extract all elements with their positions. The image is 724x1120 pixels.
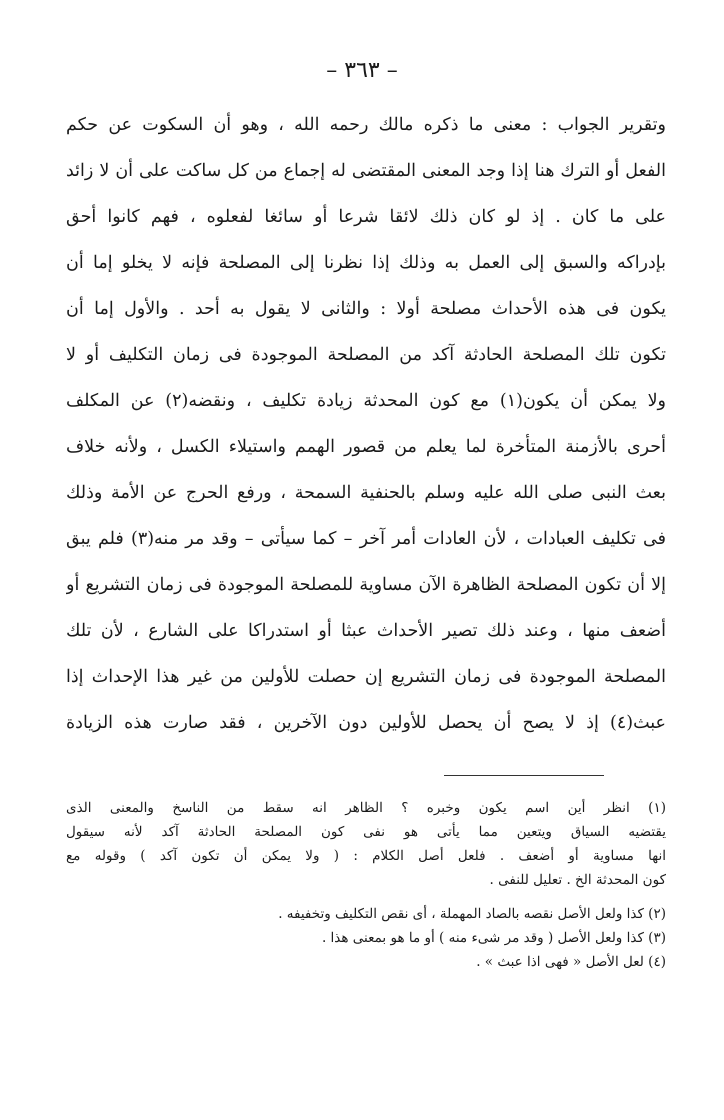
text-line: الفعل أو الترك هنا إذا وجد المعنى المقتضى له إجماع من كل ساكت على أن لا زائد: [66, 161, 666, 181]
footnote-1: [66, 796, 666, 892]
text-line: على ما كان . إذ لو كان ذلك لائقا شرعا أو سائغا لفعلوه ، فهم كانوا أحق: [66, 207, 666, 227]
footnote-line: (٣) كذا ولعل الأصل ( وقد مر شىء منه ) أو ما هو بمعنى هذا .: [321, 930, 666, 946]
footnote-3: [66, 926, 666, 950]
footnote-4: [66, 950, 666, 974]
text-line: أحرى بالأزمنة المتأخرة لما يعلم من قصور الهمم واستيلاء الكسل ، ولأنه خلاف: [66, 437, 666, 457]
footnote-divider: [444, 775, 604, 776]
text-line: ولا يمكن أن يكون(١) مع كون المحدثة زيادة تكليف ، ونقضه(٢) عن المكلف: [66, 391, 666, 411]
footnote-line: (١) انظر أين اسم يكون وخبره ؟ الظاهر انه سقط من الناسخ والمعنى الذى: [66, 800, 666, 816]
footnote-line: (٤) لعل الأصل « فهى اذا عبث » .: [476, 954, 666, 970]
text-line: بعث النبى صلى الله عليه وسلم بالحنفية السمحة ، ورفع الحرج عن الأمة وذلك: [66, 483, 666, 503]
footnote-line: انها مساوية أو أضعف . فلعل أصل الكلام : ( ولا يمكن أن تكون آكد ) وقوله مع: [66, 848, 666, 864]
text-line: المصلحة الموجودة فى زمان التشريع إن حصلت للأولين من غير هذا الإحداث إذا: [66, 667, 666, 687]
text-line: بإدراكه والسبق إلى العمل به وذلك إذا نظرنا إلى المصلحة فإنه لا يخلو إما أن: [66, 253, 666, 273]
text-line: فى تكليف العبادات ، لأن العادات أمر آخر – كما سيأتى – وقد مر منه(٣) فلم يبق: [66, 529, 666, 549]
text-line: إلا أن تكون المصلحة الظاهرة الآن مساوية للمصلحة الموجودة فى زمان التشريع أو: [66, 575, 666, 595]
footnote-line: (٢) كذا ولعل الأصل نقصه بالصاد المهملة ، أى نقص التكليف وتخفيفه .: [278, 906, 666, 922]
footnote-2: [66, 902, 666, 926]
main-text: [66, 102, 666, 746]
text-line: أضعف منها ، وعند ذلك تصير الأحداث عبثا أو استدراكا على الشارع ، لأن تلك: [66, 621, 666, 641]
text-line: تكون تلك المصلحة الحادثة آكد من المصلحة الموجودة فى زمان التكليف أو لا: [66, 345, 666, 365]
text-line: عبث(٤) إذ لا يصح أن يحصل للأولين دون الآخرين ، فقد صارت هذه الزيادة: [66, 713, 666, 733]
footnote-line: كون المحدثة الخ . تعليل للنفى .: [489, 872, 666, 888]
footnote-line: يقتضيه السياق ويتعين مما يأتى هو نفى كون المصلحة الحادثة آكد لأنه سيقول: [66, 824, 666, 840]
footnotes: [66, 796, 666, 974]
text-line: يكون فى هذه الأحداث مصلحة أولا : والثانى لا يقول به أحد . والأول إما أن: [66, 299, 666, 319]
page-number: – ٣٦٣ –: [326, 58, 398, 83]
text-line: وتقرير الجواب : معنى ما ذكره مالك رحمه الله ، وهو أن السكوت عن حكم: [66, 115, 666, 135]
